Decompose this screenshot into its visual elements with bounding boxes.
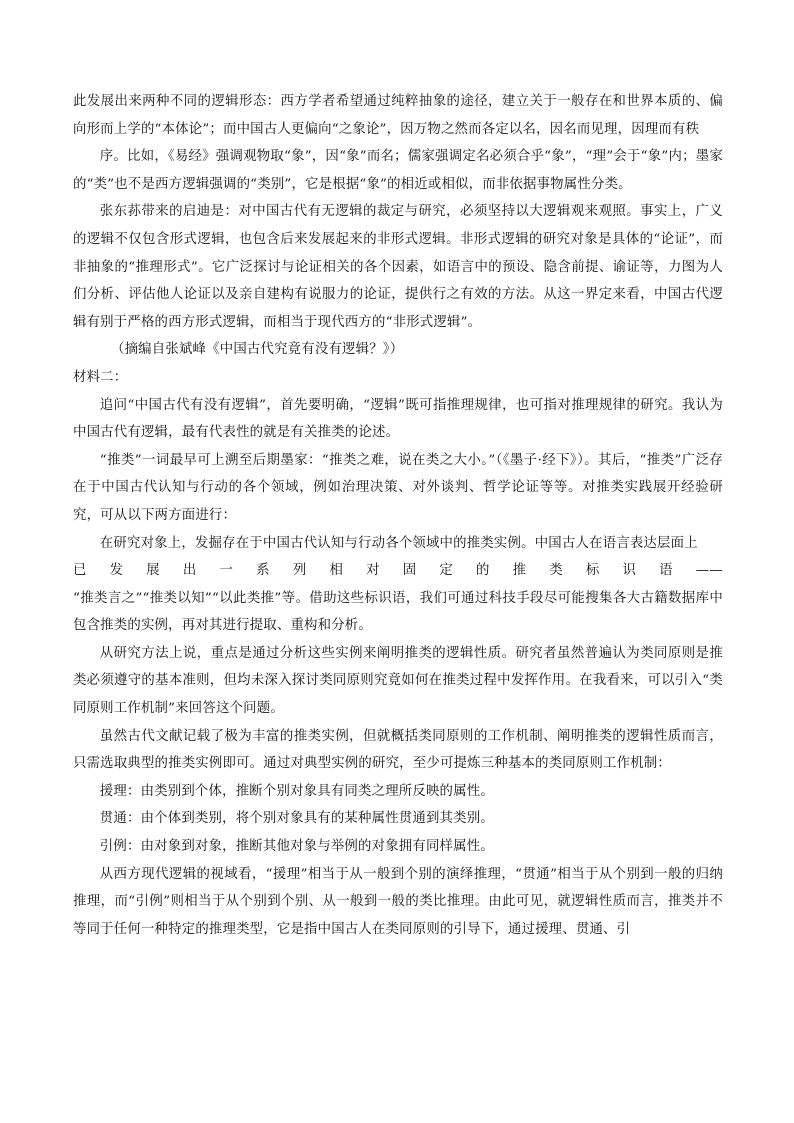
paragraph-2: 序。比如，《易经》强调观物取“象”，因“象”而名；儒家强调定名必须合乎“象”，“理”会于“象”内；墨家的“类”也不是西方逻辑强调的“类别”，它是根据“象”的相近或相似，而非依据事物属性分类。 [73, 149, 723, 192]
list-item-yinli: 引例：由对象到对象，推断其他对象与举例的对象拥有同样属性。 [99, 839, 494, 855]
paragraph-8-line-1: 在研究对象上，发掘存在于中国古代认知与行动各个领域中的推类实例。中国古人在语言表达层面上 [99, 535, 698, 551]
paragraph-9: 从研究方法上说，重点是通过分析这些实例来阐明推类的逻辑性质。研究者虽然普遍认为类同原则是推类必须遵守的基本准则，但均未深入探讨类同原则究竟如何在推类过程中发挥作用。在我看来，可以引入“类同原则工作机制”来回答这个问题。 [73, 645, 723, 717]
list-item-guantong: 贯通：由个体到类别，将个别对象具有的某种属性贯通到其类别。 [99, 811, 494, 827]
source-citation: （摘编自张斌峰《中国古代究竟有没有逻辑？》） [111, 342, 404, 358]
paragraph-8-line-3: “推类言之”“推类以知”“以此类推”等。借助这些标识语，我们可通过科技手段尽可能搜集各大古籍数据库中包含推类的实例，再对其进行提取、重构和分析。 [73, 590, 723, 634]
paragraph-1: 此发展出来两种不同的逻辑形态：西方学者希望通过纯粹抽象的途径，建立关于一般存在和世界本质的、偏向形而上学的“本体论”；而中国古人更偏向“之象论”，因万物之然而各定以名，因名而见理，因理而有秩 [73, 94, 723, 137]
list-item-yuanli: 援理：由类别到个体，推断个别对象具有同类之理所反映的属性。 [99, 783, 494, 799]
paragraph-3: 张东荪带来的启迪是：对中国古代有无逻辑的裁定与研究，必须坚持以大逻辑观来观照。事实上，广义的逻辑不仅包含形式逻辑，也包含后来发展起来的非形式逻辑。非形式逻辑的研究对象是具体的“论证”，而非抽象的“推理形式”。它广泛探讨与论证相关的各个因素，如语言中的预设、隐含前提、谕证等，力图为人们分析、评估他人论证以及亲自建构有说服力的论证，提供行之有效的方法。从这一界定来看，中国古代逻辑有别于严格的西方形式逻辑，而相当于现代西方的“非形式逻辑”。 [73, 204, 723, 330]
document-body [73, 88, 723, 943]
paragraph-10: 虽然古代文献记载了极为丰富的推类实例，但就概括类同原则的工作机制、阐明推类的逻辑性质而言，只需选取典型的推类实例即可。通过对典型实例的研究，至少可提炼三种基本的类同原则工作机制： [73, 728, 723, 772]
paragraph-14: 从西方现代逻辑的视域看，“援理”相当于从一般到个别的演绎推理，“贯通”相当于从个别到一般的归纳推理，而“引例”则相当于从个别到个别、从一般到一般的类比推理。由此可见，就逻辑性质而言，推类并不等同于任何一种特定的推理类型，它是指中国古人在类同原则的引导下，通过援理、贯通、引 [73, 866, 723, 937]
paragraph-7: “推类”一词最早可上溯至后期墨家：“推类之难，说在类之大小。”（《墨子·经下》）。其后，“推类”广泛存在于中国古代认知与行动的各个领域，例如治理决策、对外谈判、哲学论证等等。对推类实践展开经验研究，可从以下两方面进行： [73, 452, 723, 523]
paragraph-6: 追问“中国古代有没有逻辑”，首先要明确，“逻辑”既可指推理规律，也可指对推理规律的研究。我认为中国古代有逻辑，最有代表性的就是有关推类的论述。 [73, 397, 723, 441]
paragraph-8-line-2: 已发展出一系列相对固定的推类标识语—— [73, 563, 723, 579]
section-heading-material-2: 材料二： [73, 369, 128, 385]
